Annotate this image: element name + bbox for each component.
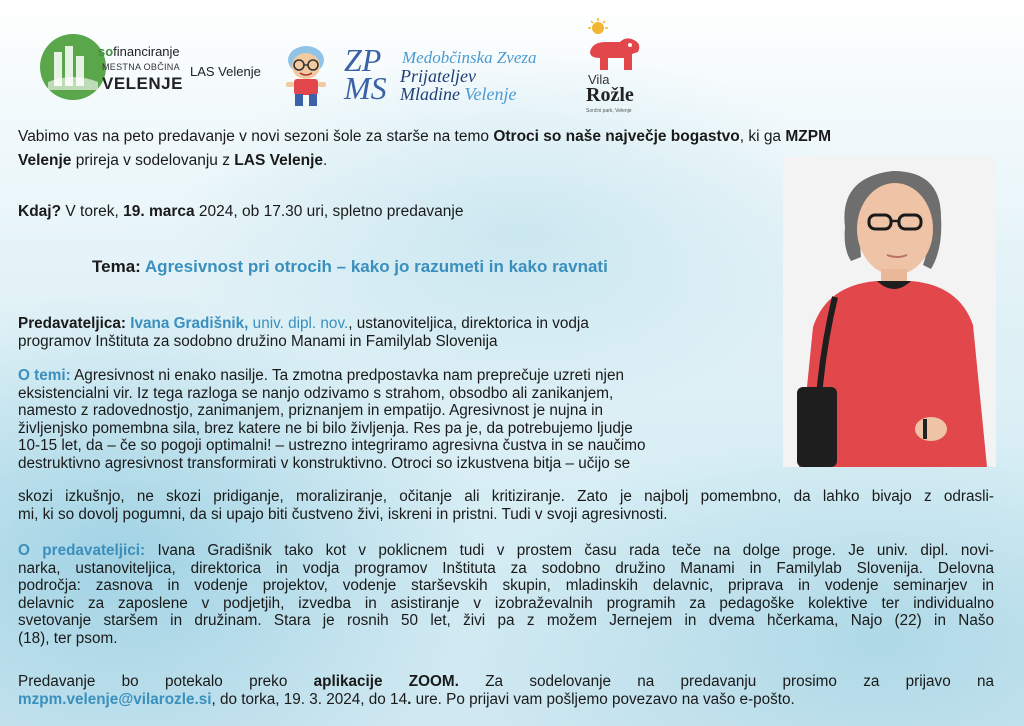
about-topic-section [18,367,773,473]
about-lecturer-line: delavnic za zaposlene v podjetjih, izvedba in asistiranje v izobraževalnih programih za pedagoške kolektive ter individualno [18,594,994,612]
about-lecturer-line: O predavateljici: Ivana Gradišnik tako kot v poklicnem tudi v prostem času rada teče na dolge proge. Je univ. dipl. novi- [18,542,994,559]
about-topic-line: skozi izkušnjo, ne skozi pridiganje, moraliziranje, očitanje ali kritiziranje. Zato je najbolj pomembno, da lahko bivajo z odrasli- [18,488,994,505]
topic-line [92,257,608,277]
about-topic-line: 10-15 let, da – če so pogoji optimalni! – ustrezno integriramo agresivna čustva in se naučimo [18,437,646,455]
rozle-text: Rožle [586,84,634,106]
city-emblem-icon [40,34,106,100]
vila-rozle-logo [580,18,650,118]
when-line: Kdaj? V torek, 19. marca 2024, ob 17.30 uri, spletno predavanje [18,203,464,220]
about-topic-line: eksistencialni vir. Iz tega razloga se nanjo odzivamo s strahom, obsodbo ali zanikanjem, [18,384,614,402]
about-lecturer-line: narka, ustanoviteljica, direktorica in vodja programov Inštituta za sodobno družino Manami in Familylab Slovenija. Delovna [18,559,994,577]
lecturer-line: Predavateljica: Ivana Gradišnik, univ. dipl. nov., ustanoviteljica, direktorica in vodja programov Inštituta za sodobno družino Manami in Familylab Slovenija [18,315,589,350]
zpm-logo [344,42,574,116]
zpm-line-1: Medobčinska Zveza [402,48,537,67]
email-link[interactable]: mzpm.velenje@vilarozle.si [18,690,212,708]
about-topic-line: namesto z radovednostjo, zanimanjem, priznanjem in empatijo. Agresivnost je nujna in [18,402,603,420]
zpm-line-3: Mladine Velenje [400,84,517,104]
las-velenje-label: LAS Velenje [190,64,261,79]
closing-line-2: mzpm.velenje@vilarozle.si, do torka, 19. 3. 2024, do 14. ure. Po prijavi vam pošljemo povezavo na vašo e-pošto. [18,690,795,708]
mestna-obcina-text: MESTNA OBČINA [102,62,180,72]
about-lecturer-section [18,542,994,648]
about-topic-line: destruktivno agresivnost transformirati v konstruktivno. Otroci so izkustvena bitja – učijo se [18,454,631,472]
zpm-line-2: Prijateljev [400,66,476,86]
intro-paragraph: Vabimo vas na peto predavanje v novi sezoni šole za starše na temo Otroci so naše največje bogastvo, ki ga MZPM Velenje prireja v sodelovanju z LAS Velenje. [18,128,832,169]
about-topic-wide [18,488,994,523]
sun-dragon-icon [580,18,650,76]
lecturer-photo [783,157,996,467]
sofinanciranje-text: sofinanciranje [98,44,180,59]
about-lecturer-line: (18), ter psom. [18,629,118,647]
sofinanciranje-logo [40,28,183,108]
about-lecturer-line: svetovanje staršem in družinam. Stara je rosnih 50 let, živi pa z možem Jernejem in dvema hčerkama, Najo (22) in Našo [18,612,994,630]
about-lecturer-line: področja: zasnova in vodenje projektov, vodenje starševskih skupin, mladinskih delavnic, priprava in vodenje seminarjev in [18,577,994,595]
closing-line-1: Predavanje bo potekalo preko aplikacije ZOOM. Za sodelovanje na predavanju prosimo za prijavo na [18,673,994,690]
about-topic-line: življenjsko pomembna sila, brez katere ne bi bilo življenja. Res pa je, da potrebujemo ljudje [18,419,633,437]
about-topic-line: mi, ki so dovolj pogumni, da si upajo biti čustveno živi, iskreni in pristni. Tudi v svoji agresivnosti. [18,505,668,523]
topic-label: Tema: [92,257,145,276]
velenje-text: VELENJE [102,74,183,93]
soncni-park-text: Sončni park, Velenje [586,108,632,114]
cartoon-boy-icon [280,40,332,110]
vila-text: Vila [588,72,610,87]
about-topic-line: O temi: Agresivnost ni enako nasilje. Ta zmotna predpostavka nam preprečuje uzreti njen [18,367,624,384]
topic-title: Agresivnost pri otrocih – kako jo razumeti in kako ravnati [144,257,608,276]
zpm-mark: ZP MS [344,42,387,106]
closing-section [18,673,994,708]
